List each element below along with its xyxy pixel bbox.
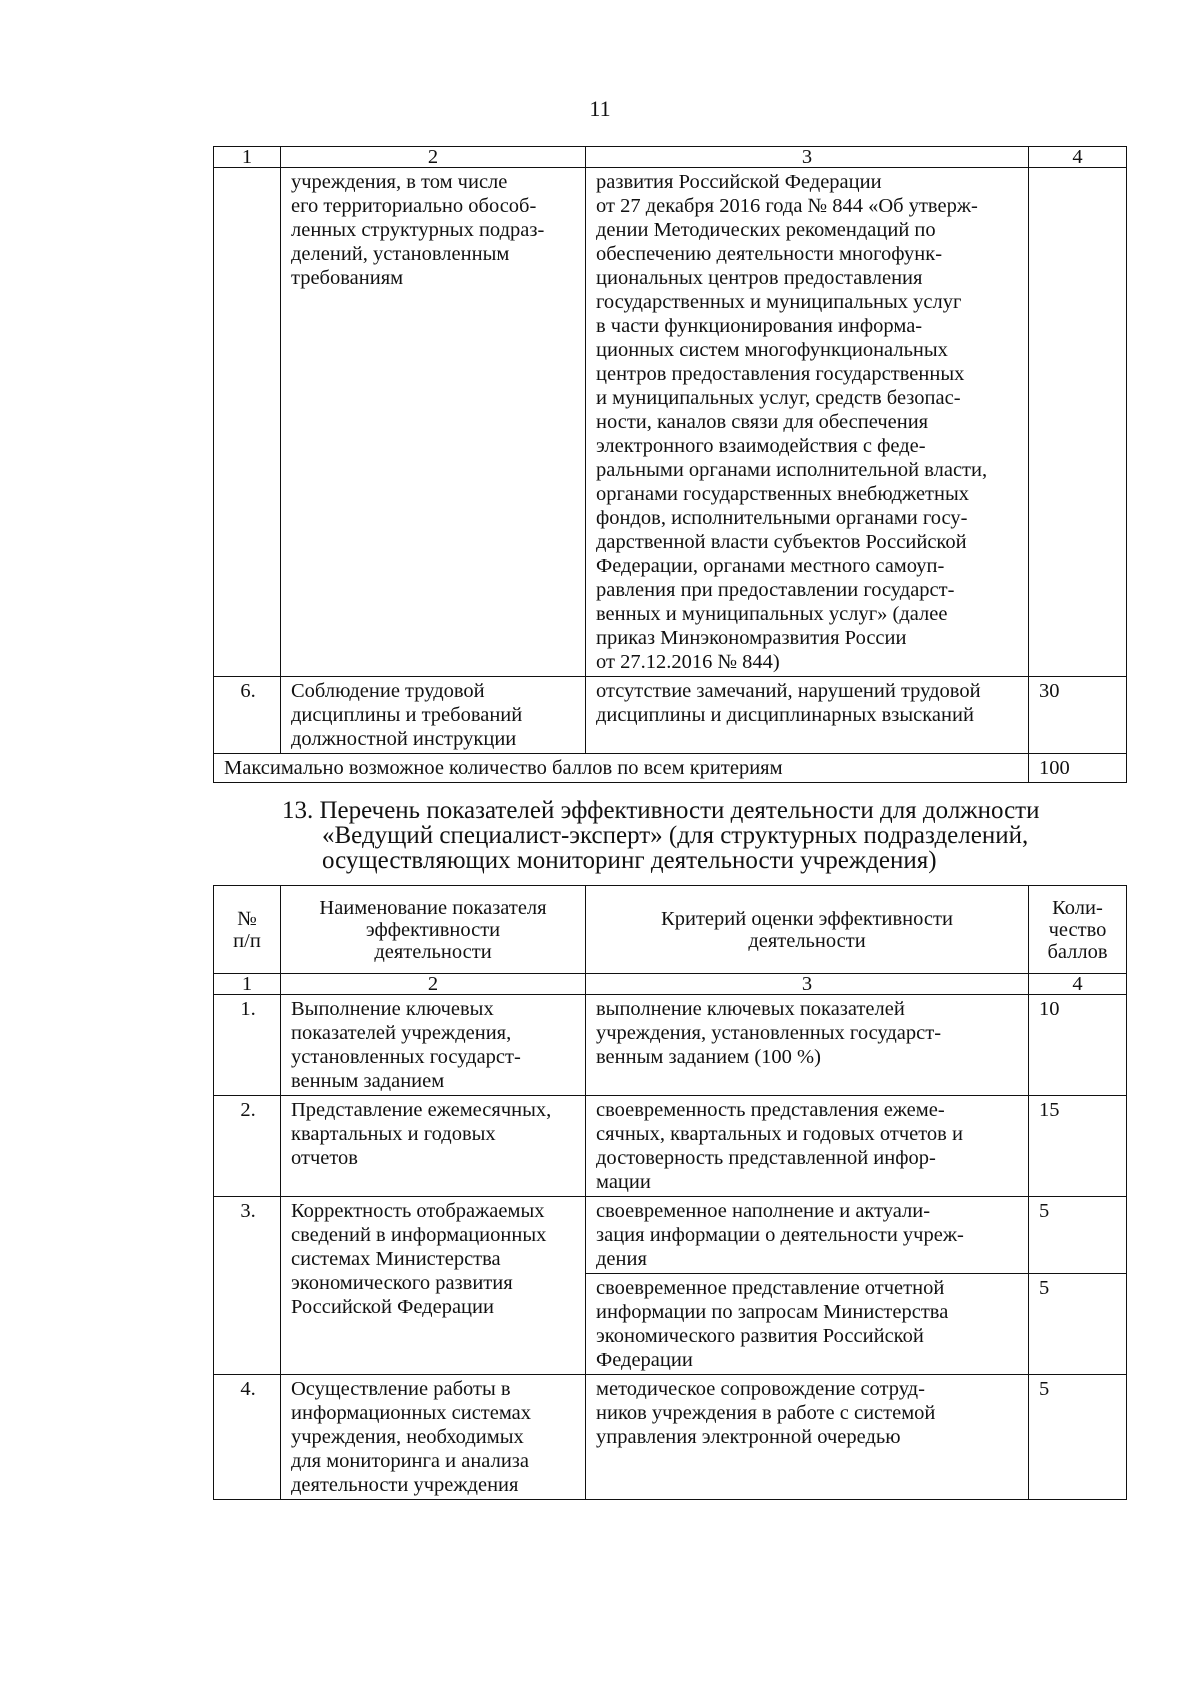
text-line: сведений в информационных bbox=[291, 1224, 547, 1246]
col-number: 1 bbox=[214, 147, 281, 168]
points: 5 bbox=[1029, 1375, 1127, 1500]
text-block bbox=[291, 1098, 577, 1170]
text-line: в части функционирования информа- bbox=[596, 315, 923, 337]
indicator-name bbox=[281, 1096, 586, 1197]
text-line: ционных систем многофункциональных bbox=[596, 339, 948, 361]
text-line: дении Методических рекомендаций по bbox=[596, 219, 936, 241]
text-line: циональных центров предоставления bbox=[596, 267, 923, 289]
criterion bbox=[586, 1375, 1029, 1500]
points: 15 bbox=[1029, 1096, 1127, 1197]
text-block bbox=[291, 679, 577, 751]
text-line: зация информации о деятельности учреж- bbox=[596, 1224, 964, 1246]
max-points-label: Максимально возможное количество баллов по всем критериям bbox=[214, 754, 1029, 783]
column-number-row bbox=[214, 147, 1127, 168]
col-number: 3 bbox=[586, 147, 1029, 168]
text-line: информации по запросам Министерства bbox=[596, 1301, 949, 1323]
text-line: своевременное представление отчетной bbox=[596, 1277, 945, 1299]
points: 10 bbox=[1029, 995, 1127, 1096]
text-line: своевременное наполнение и актуали- bbox=[596, 1200, 931, 1222]
indicator-name bbox=[281, 677, 586, 754]
text-line: венных и муниципальных услуг» (далее bbox=[596, 603, 948, 625]
col-number: 2 bbox=[281, 147, 586, 168]
indicator-name bbox=[281, 995, 586, 1096]
text-line: дисциплины и требований bbox=[291, 704, 523, 726]
header-num bbox=[214, 886, 281, 974]
criterion bbox=[586, 1197, 1029, 1274]
text-line: органами государственных внебюджетных bbox=[596, 483, 970, 505]
text-block bbox=[291, 170, 577, 290]
row-number: 1. bbox=[214, 995, 281, 1096]
text-line: ленных структурных подраз- bbox=[291, 219, 545, 241]
text-line: требованиям bbox=[291, 267, 404, 289]
text-line: делений, установленным bbox=[291, 243, 510, 265]
text-line: Наименование показателя bbox=[319, 896, 547, 919]
text-line: государственных и муниципальных услуг bbox=[596, 291, 962, 313]
criterion bbox=[586, 1274, 1029, 1375]
points: 5 bbox=[1029, 1274, 1127, 1375]
text-line: отсутствие замечаний, нарушений трудовой bbox=[596, 680, 981, 702]
text-line: эффективности bbox=[365, 918, 501, 941]
text-block bbox=[285, 897, 581, 963]
text-line: Выполнение ключевых bbox=[291, 998, 494, 1020]
text-line: квартальных и годовых bbox=[291, 1123, 496, 1145]
text-line: Осуществление работы в bbox=[291, 1378, 511, 1400]
text-line: дисциплины и дисциплинарных взысканий bbox=[596, 704, 974, 726]
points: 30 bbox=[1029, 677, 1127, 754]
text-line: отчетов bbox=[291, 1147, 358, 1169]
text-line: Федерации, органами местного самоуп- bbox=[596, 555, 945, 577]
max-points-value: 100 bbox=[1029, 754, 1127, 783]
section-title-line: 13. Перечень показателей эффективности деятельности для должности bbox=[282, 797, 1040, 824]
text-line: Федерации bbox=[596, 1349, 693, 1371]
text-line: методическое сопровождение сотруд- bbox=[596, 1378, 925, 1400]
text-line: для мониторинга и анализа bbox=[291, 1450, 529, 1472]
row-number: 3. bbox=[214, 1197, 281, 1375]
text-block bbox=[291, 997, 577, 1093]
text-line: дарственной власти субъектов Российской bbox=[596, 531, 967, 553]
section-title-line: «Ведущий специалист-эксперт» (для структурных подразделений, bbox=[322, 822, 1029, 849]
text-line: системах Министерства bbox=[291, 1248, 501, 1270]
text-line: приказ Минэкономразвития России bbox=[596, 627, 907, 649]
col-number: 2 bbox=[281, 974, 586, 995]
text-line: деятельности bbox=[374, 940, 492, 963]
text-line: п/п bbox=[233, 929, 261, 952]
text-block bbox=[596, 1199, 1020, 1271]
text-line: мации bbox=[596, 1171, 651, 1193]
text-line: Корректность отображаемых bbox=[291, 1200, 545, 1222]
indicator-name bbox=[281, 168, 586, 677]
text-block bbox=[596, 1098, 1020, 1194]
criterion bbox=[586, 1096, 1029, 1197]
text-line: фондов, исполнительными органами госу- bbox=[596, 507, 968, 529]
text-block bbox=[596, 997, 1020, 1069]
text-line: № bbox=[237, 907, 257, 930]
text-line: выполнение ключевых показателей bbox=[596, 998, 905, 1020]
text-line: баллов bbox=[1047, 940, 1108, 963]
text-line: от 27 декабря 2016 года № 844 «Об утверж- bbox=[596, 195, 978, 217]
text-line: Представление ежемесячных, bbox=[291, 1099, 552, 1121]
text-line: равления при предоставлении государст- bbox=[596, 579, 955, 601]
text-line: дения bbox=[596, 1248, 647, 1270]
text-line: Российской Федерации bbox=[291, 1296, 494, 1318]
indicators-table bbox=[213, 885, 1127, 1500]
text-line: экономического развития Российской bbox=[596, 1325, 924, 1347]
text-block bbox=[596, 679, 1020, 727]
table-row bbox=[214, 677, 1127, 754]
max-points-row bbox=[214, 754, 1127, 783]
col-number: 1 bbox=[214, 974, 281, 995]
col-number: 4 bbox=[1029, 147, 1127, 168]
column-number-row bbox=[214, 974, 1127, 995]
text-line: Критерий оценки эффективности bbox=[661, 907, 953, 930]
table-header bbox=[214, 886, 1127, 974]
text-line: деятельности bbox=[748, 929, 866, 952]
col-number: 3 bbox=[586, 974, 1029, 995]
section-title-line: осуществляющих мониторинг деятельности учреждения) bbox=[322, 847, 937, 874]
text-line: чество bbox=[1048, 918, 1107, 941]
table-row bbox=[214, 1197, 1127, 1274]
table-row bbox=[214, 995, 1127, 1096]
text-line: ников учреждения в работе с системой bbox=[596, 1402, 936, 1424]
text-block bbox=[596, 170, 1020, 674]
text-line: Соблюдение трудовой bbox=[291, 680, 485, 702]
section-13-title bbox=[282, 798, 1142, 873]
text-line: развития Российской Федерации bbox=[596, 171, 882, 193]
text-line: учреждения, необходимых bbox=[291, 1426, 524, 1448]
text-block bbox=[1033, 897, 1122, 963]
text-line: сячных, квартальных и годовых отчетов и bbox=[596, 1123, 963, 1145]
points: 5 bbox=[1029, 1197, 1127, 1274]
row-number: 2. bbox=[214, 1096, 281, 1197]
text-line: деятельности учреждения bbox=[291, 1474, 519, 1496]
text-line: должностной инструкции bbox=[291, 728, 517, 750]
criterion bbox=[586, 995, 1029, 1096]
table-row bbox=[214, 1375, 1127, 1500]
text-line: экономического развития bbox=[291, 1272, 513, 1294]
text-line: от 27.12.2016 № 844) bbox=[596, 651, 780, 673]
text-line: учреждения, в том числе bbox=[291, 171, 508, 193]
text-line: венным заданием (100 %) bbox=[596, 1046, 821, 1068]
col-number: 4 bbox=[1029, 974, 1127, 995]
header-name bbox=[281, 886, 586, 974]
table-row bbox=[214, 1096, 1127, 1197]
text-line: учреждения, установленных государст- bbox=[596, 1022, 942, 1044]
header-criterion bbox=[586, 886, 1029, 974]
text-line: показателей учреждения, bbox=[291, 1022, 512, 1044]
text-block bbox=[291, 1377, 577, 1497]
text-line: своевременность представления ежеме- bbox=[596, 1099, 945, 1121]
criterion bbox=[586, 168, 1029, 677]
row-number: 4. bbox=[214, 1375, 281, 1500]
text-line: и муниципальных услуг, средств безопас- bbox=[596, 387, 961, 409]
text-line: информационных системах bbox=[291, 1402, 532, 1424]
text-line: ности, каналов связи для обеспечения bbox=[596, 411, 929, 433]
text-block bbox=[596, 1276, 1020, 1372]
text-block bbox=[291, 1199, 577, 1319]
text-line: ральными органами исполнительной власти, bbox=[596, 459, 988, 481]
text-line: обеспечению деятельности многофунк- bbox=[596, 243, 943, 265]
header-points bbox=[1029, 886, 1127, 974]
text-block bbox=[218, 908, 276, 952]
text-line: его территориально обособ- bbox=[291, 195, 537, 217]
indicator-name bbox=[281, 1197, 586, 1375]
text-line: центров предоставления государственных bbox=[596, 363, 965, 385]
text-line: установленных государст- bbox=[291, 1046, 521, 1068]
row-number: 6. bbox=[214, 677, 281, 754]
text-block bbox=[590, 908, 1024, 952]
table-row bbox=[214, 168, 1127, 677]
text-line: венным заданием bbox=[291, 1070, 445, 1092]
text-line: электронного взаимодействия с феде- bbox=[596, 435, 926, 457]
criterion bbox=[586, 677, 1029, 754]
text-line: Коли- bbox=[1052, 896, 1103, 919]
text-line: достоверность представленной инфор- bbox=[596, 1147, 936, 1169]
page-number: 11 bbox=[589, 96, 611, 121]
text-block bbox=[596, 1377, 1020, 1449]
indicator-name bbox=[281, 1375, 586, 1500]
text-line: управления электронной очередью bbox=[596, 1426, 901, 1448]
criteria-table-continued bbox=[213, 146, 1127, 783]
